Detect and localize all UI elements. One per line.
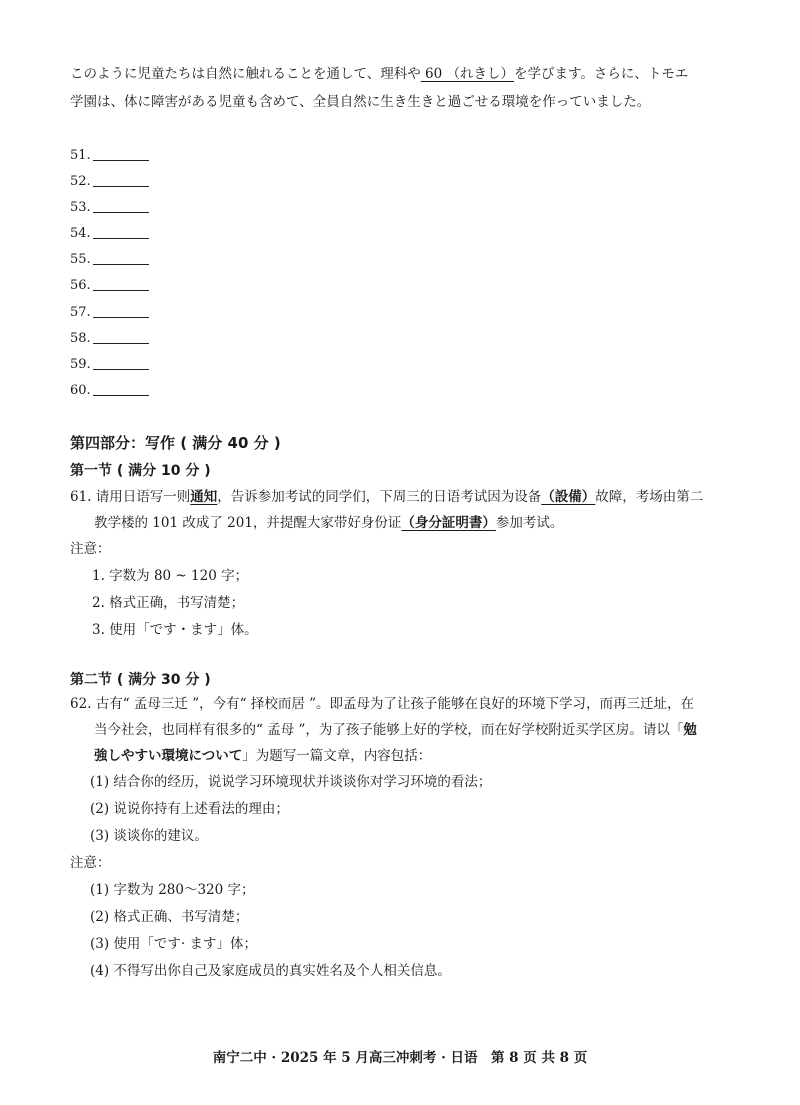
note-item: (4) 不得写出你自己及家庭成员的真实姓名及个人相关信息。 bbox=[90, 963, 451, 979]
answer-number: 55. bbox=[70, 252, 91, 268]
section1-notes bbox=[70, 536, 258, 644]
answer-row bbox=[70, 221, 149, 247]
question-61-line-2 bbox=[70, 510, 740, 536]
question-text: ，告诉参加考试的同学们，下周三的日语考试因为设备 bbox=[217, 489, 542, 505]
answer-blank bbox=[93, 146, 149, 161]
section2-heading: 第二节 ( 满分 30 分 ) bbox=[70, 672, 211, 688]
question-62-line-2 bbox=[70, 717, 740, 743]
question-62-line-1: 62. 古有“ 孟母三迁 ”，今有“ 择校而居 ”。即孟母为了让孩子能够在良好的环境下学习，而再三迁址，在 bbox=[70, 696, 695, 712]
note-item: (3) 使用「です· ます」体； bbox=[90, 936, 257, 952]
keyword-notice: 通知 bbox=[190, 489, 218, 505]
page-footer: 南宁二中 · 2025 年 5 月高三冲刺考 · 日语 第 8 页 共 8 页 bbox=[212, 1050, 588, 1066]
question-61-line-1 bbox=[70, 484, 740, 510]
essay-title-part: 勉 bbox=[683, 722, 697, 738]
answer-row bbox=[70, 378, 149, 404]
answer-row bbox=[70, 326, 149, 352]
answer-number: 58. bbox=[70, 330, 91, 346]
question-62-line-3 bbox=[70, 743, 740, 769]
passage-line-1 bbox=[70, 60, 740, 88]
note-item: 3. 使用「です・ます」体。 bbox=[92, 622, 258, 638]
answer-blank bbox=[93, 198, 149, 213]
question-text: 教学楼的 101 改成了 201，并提醒大家带好身份证 bbox=[94, 515, 402, 531]
answer-row bbox=[70, 300, 149, 326]
question-text: 当今社会，也同样有很多的“ 孟母 ”，为了孩子能够上好的学校，而在好学校附近买学区房。请以「 bbox=[94, 722, 684, 738]
essay-title-part: 強しやすい環境について bbox=[94, 748, 243, 764]
keyword-equipment: （設備） bbox=[541, 489, 596, 505]
content-item: (1) 结合你的经历，说说学习环境现状并谈谈你对学习环境的看法； bbox=[90, 774, 492, 790]
answer-blank bbox=[93, 303, 149, 318]
answer-blank bbox=[93, 329, 149, 344]
passage-line-2: 学園は、体に障害がある児童も含めて、全員自然に生き生きと過ごせる環境を作っていました。 bbox=[70, 94, 651, 110]
answer-number: 56. bbox=[70, 278, 91, 294]
answer-list bbox=[70, 143, 149, 404]
answer-blank bbox=[93, 381, 149, 396]
blank-60: 60 （れきし） bbox=[420, 66, 514, 82]
answer-blank bbox=[93, 276, 149, 291]
answer-blank bbox=[93, 172, 149, 187]
reading-passage-end bbox=[70, 60, 740, 116]
answer-number: 60. bbox=[70, 382, 91, 398]
answer-row bbox=[70, 195, 149, 221]
passage-text: を学びます。さらに、トモエ bbox=[514, 66, 689, 82]
answer-row bbox=[70, 143, 149, 169]
section2-notes bbox=[70, 850, 451, 985]
section1-heading: 第一节 ( 满分 10 分 ) bbox=[70, 463, 211, 479]
answer-row bbox=[70, 169, 149, 195]
question-text: 参加考试。 bbox=[495, 515, 564, 531]
question-text: 61. 请用日语写一则 bbox=[70, 489, 191, 505]
keyword-id-card: （身分証明書） bbox=[401, 515, 496, 531]
answer-blank bbox=[93, 250, 149, 265]
question-61 bbox=[70, 484, 740, 536]
answer-number: 51. bbox=[70, 148, 91, 163]
note-item: 1. 字数为 80 ~ 120 字； bbox=[92, 568, 249, 584]
answer-row bbox=[70, 273, 149, 299]
note-item: (2) 格式正确、书写清楚； bbox=[90, 909, 249, 925]
note-label: 注意： bbox=[70, 855, 111, 871]
question-text: 」为题写一篇文章，内容包括： bbox=[242, 748, 432, 764]
note-item: (1) 字数为 280～320 字； bbox=[90, 882, 255, 898]
question-62 bbox=[70, 691, 740, 850]
answer-blank bbox=[93, 355, 149, 370]
part4-heading: 第四部分：写作 ( 满分 40 分 ) bbox=[70, 434, 281, 452]
answer-number: 57. bbox=[70, 304, 91, 320]
answer-number: 59. bbox=[70, 356, 91, 372]
passage-text: このように児童たちは自然に触れることを通して、理科や bbox=[70, 66, 421, 82]
question-text: 故障，考场由第二 bbox=[595, 489, 704, 505]
answer-blank bbox=[93, 224, 149, 239]
answer-row bbox=[70, 352, 149, 378]
answer-number: 54. bbox=[70, 226, 91, 242]
answer-number: 52. bbox=[70, 174, 91, 190]
note-item: 2. 格式正确，书写清楚； bbox=[92, 595, 245, 611]
answer-number: 53. bbox=[70, 200, 91, 216]
content-item: (3) 谈谈你的建议。 bbox=[90, 828, 208, 844]
note-label: 注意： bbox=[70, 541, 111, 557]
answer-row bbox=[70, 247, 149, 273]
content-item: (2) 说说你持有上述看法的理由； bbox=[90, 801, 289, 817]
